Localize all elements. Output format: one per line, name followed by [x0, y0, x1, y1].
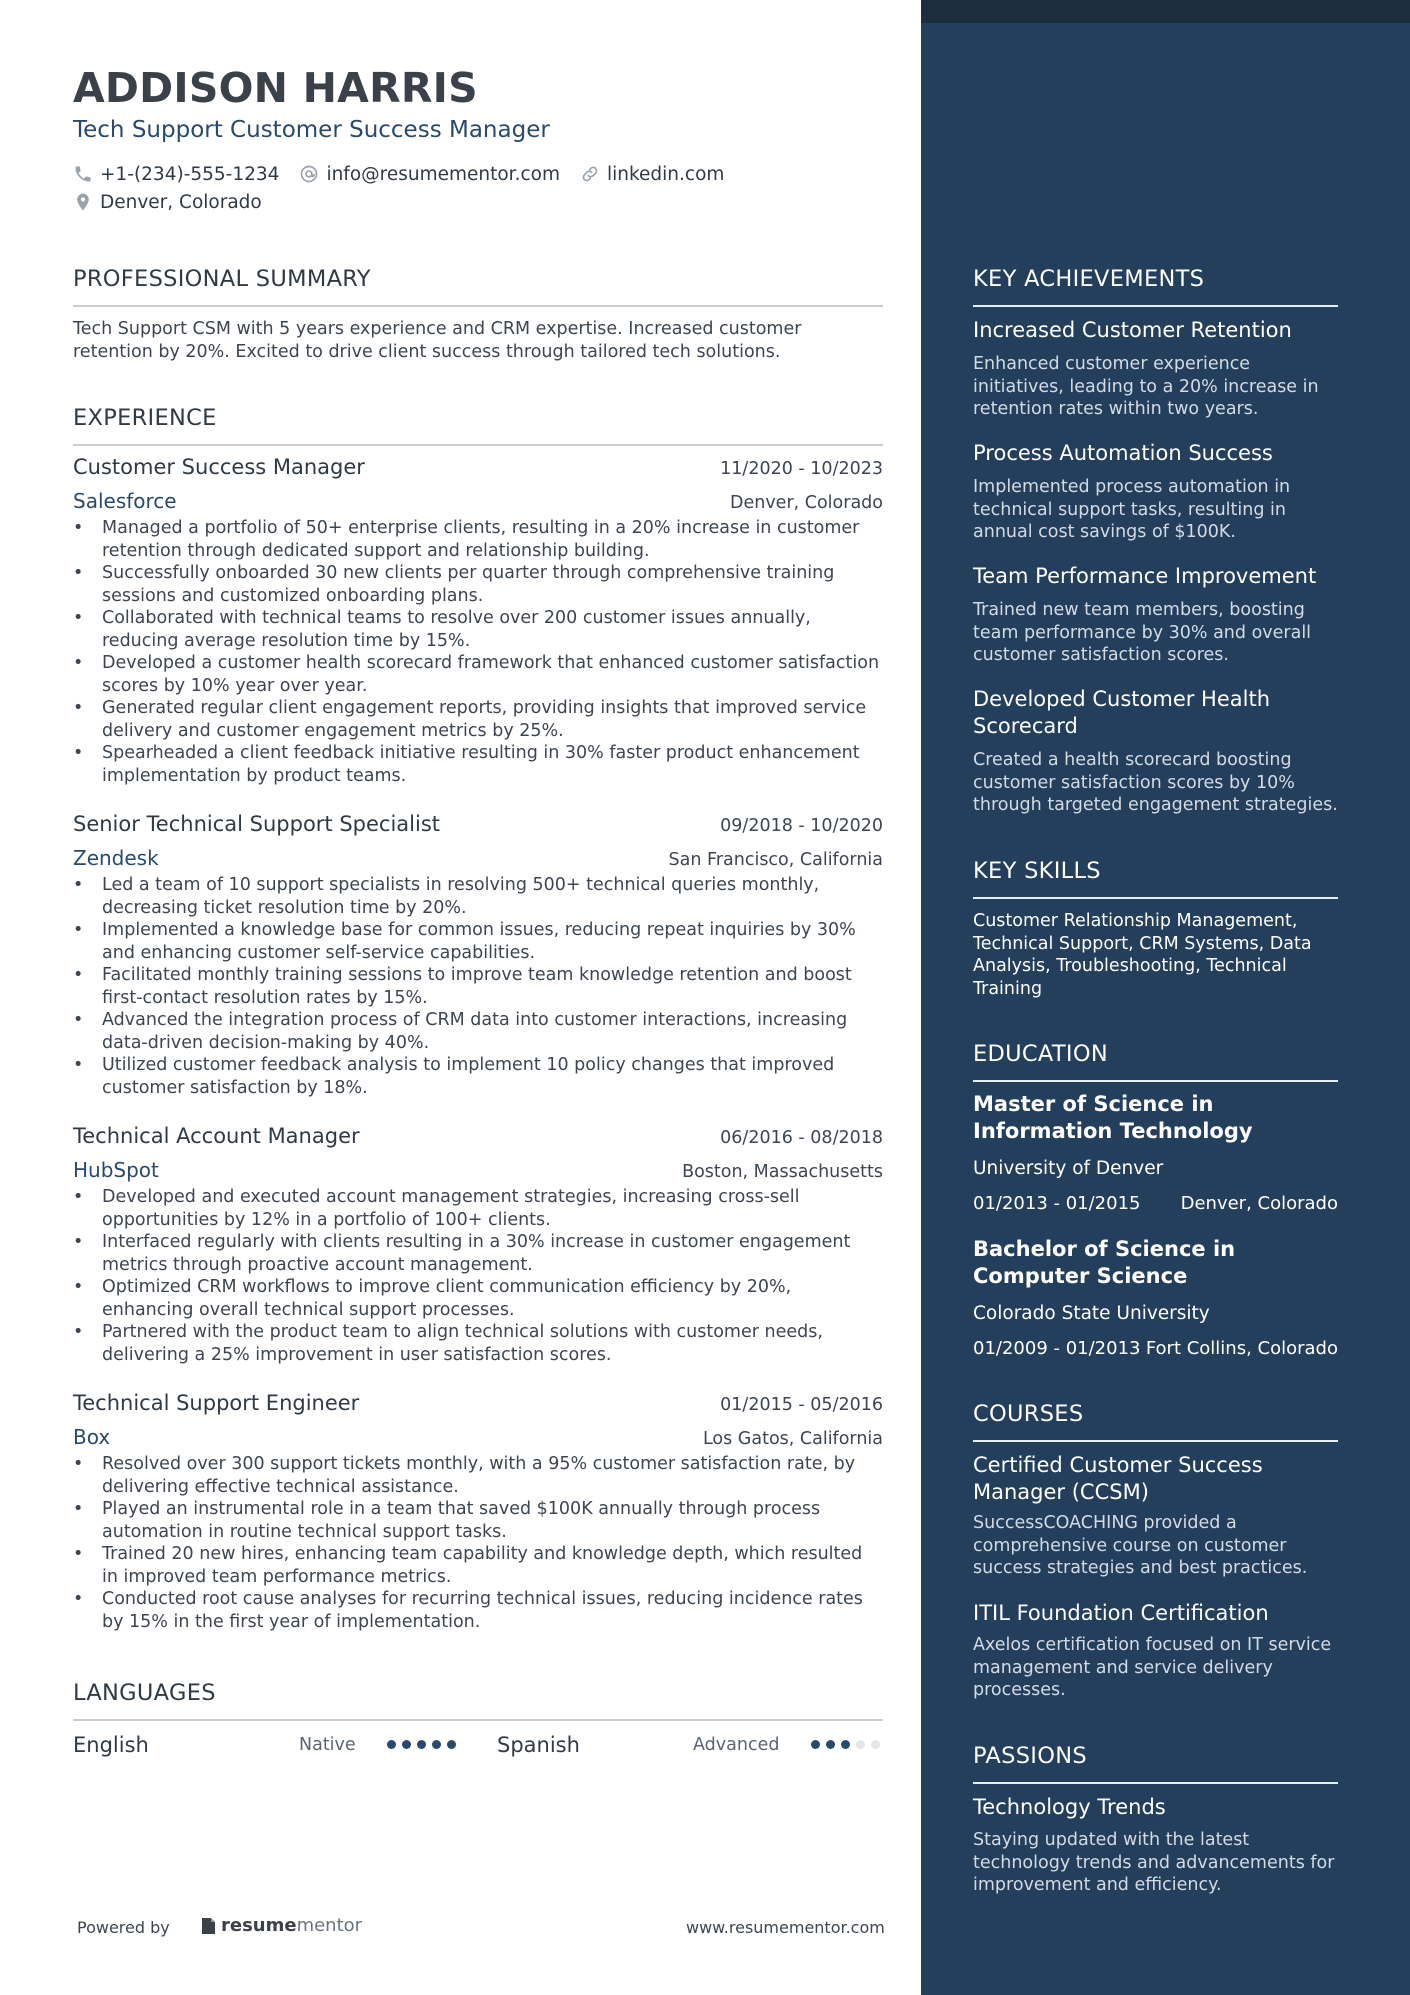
achievement-title: Process Automation Success	[973, 441, 1273, 465]
location-pin-icon	[73, 192, 93, 212]
brand-name-light: mentor	[296, 1915, 363, 1936]
passion-title: Technology Trends	[973, 1795, 1166, 1819]
job-company: Salesforce	[73, 489, 177, 513]
job-location: Denver, Colorado	[729, 493, 883, 513]
achievement-desc: Implemented process automation in technical support tasks, resulting in annual cost savings of $100K.	[973, 477, 1291, 542]
job-dates: 11/2020 - 10/2023	[720, 459, 883, 479]
rating-dot-filled	[811, 1740, 820, 1749]
language-name: English	[73, 1733, 149, 1757]
passions-heading: PASSIONS	[973, 1743, 1087, 1769]
job-bullets	[73, 517, 883, 787]
bullet-item: • Successfully onboarded 30 new clients per quarter through comprehensive training sessions and customized onboarding plans.	[73, 562, 883, 607]
education-dates: 01/2013 - 01/2015	[973, 1193, 1141, 1214]
phone-icon	[73, 164, 93, 184]
candidate-headline: Tech Support Customer Success Manager	[73, 117, 550, 143]
skills-divider	[973, 897, 1338, 899]
bullet-item: • Trained 20 new hires, enhancing team capability and knowledge depth, which resulted in improved team performance metrics.	[73, 1543, 883, 1588]
bullet-item: • Collaborated with technical teams to resolve over 200 customer issues annually, reducing average resolution time by 15%.	[73, 607, 883, 652]
education-school: Colorado State University	[973, 1303, 1210, 1324]
sidebar-top-band	[921, 0, 1410, 23]
rating-dot-filled	[402, 1740, 411, 1749]
achievement-desc: Trained new team members, boosting team performance by 30% and overall customer satisfaction scores.	[973, 600, 1312, 665]
education-location: Denver, Colorado	[1180, 1193, 1338, 1214]
contact-info	[73, 160, 744, 216]
education-school: University of Denver	[973, 1158, 1164, 1179]
achievement-desc: Enhanced customer experience initiatives, leading to a 20% increase in retention rates within two years.	[973, 354, 1319, 419]
job-location: Los Gatos, California	[702, 1429, 883, 1449]
rating-dot-filled	[841, 1740, 850, 1749]
courses-heading: COURSES	[973, 1401, 1084, 1427]
bullet-item: • Generated regular client engagement reports, providing insights that improved service delivery and customer engagement metrics by 25%.	[73, 697, 883, 742]
courses-divider	[973, 1440, 1338, 1442]
resumementor-logo-icon	[199, 1916, 217, 1936]
passions-divider	[973, 1782, 1338, 1784]
language-rating	[387, 1740, 462, 1749]
job-company: Zendesk	[73, 846, 159, 870]
skills-text: Customer Relationship Management, Technical Support, CRM Systems, Data Analysis, Troubleshooting, Technical Training	[973, 911, 1312, 999]
language-entry	[73, 1730, 463, 1760]
education-degree: Bachelor of Science in Computer Science	[973, 1237, 1236, 1288]
job-title: Technical Support Engineer	[73, 1391, 360, 1415]
course-desc: Axelos certification focused on IT service management and service delivery processes.	[973, 1635, 1332, 1700]
job-dates: 06/2016 - 08/2018	[720, 1128, 883, 1148]
bullet-item: • Advanced the integration process of CRM data into customer interactions, increasing data-driven decision-making by 40%.	[73, 1009, 883, 1054]
language-name: Spanish	[497, 1733, 580, 1757]
brand-name-bold: resume	[221, 1915, 297, 1936]
summary-divider	[73, 305, 883, 307]
bullet-item: • Conducted root cause analyses for recurring technical issues, reducing incidence rates by 15% in the first year of implementation.	[73, 1588, 883, 1633]
location-text: Denver, Colorado	[100, 191, 262, 213]
language-entry	[497, 1730, 887, 1760]
bullet-item: • Interfaced regularly with clients resulting in a 30% increase in customer engagement metrics through proactive account management.	[73, 1231, 883, 1276]
bullet-item: • Developed and executed account management strategies, increasing cross-sell opportunities by 12% in a portfolio of 100+ clients.	[73, 1186, 883, 1231]
education-degree: Master of Science in Information Technology	[973, 1092, 1253, 1143]
powered-by-text: Powered by	[77, 1918, 170, 1937]
linkedin-text: linkedin.com	[606, 163, 725, 185]
achievements-heading: KEY ACHIEVEMENTS	[973, 266, 1205, 292]
education-heading: EDUCATION	[973, 1041, 1108, 1067]
resumementor-logo[interactable]	[199, 1915, 362, 1936]
job-bullets	[73, 1453, 883, 1633]
job-company: HubSpot	[73, 1158, 159, 1182]
email-text: info@resumementor.com	[326, 163, 560, 185]
summary-heading: PROFESSIONAL SUMMARY	[73, 266, 371, 292]
experience-heading: EXPERIENCE	[73, 405, 217, 431]
education-location: Fort Collins, Colorado	[1145, 1338, 1338, 1359]
bullet-item: • Resolved over 300 support tickets monthly, with a 95% customer satisfaction rate, by delivering effective technical assistance.	[73, 1453, 883, 1498]
job-entry	[73, 455, 883, 787]
skills-heading: KEY SKILLS	[973, 858, 1101, 884]
job-entry	[73, 1124, 883, 1366]
sidebar	[921, 0, 1410, 1995]
achievements-divider	[973, 305, 1338, 307]
job-bullets	[73, 1186, 883, 1366]
languages-heading: LANGUAGES	[73, 1680, 216, 1706]
rating-dot-filled	[447, 1740, 456, 1749]
contact-email[interactable]	[299, 164, 560, 185]
contact-location	[73, 192, 262, 213]
education-meta	[973, 1338, 1338, 1359]
phone-text: +1-(234)-555-1234	[100, 163, 280, 185]
summary-text: Tech Support CSM with 5 years experience and CRM expertise. Increased customer retention by 20%. Excited to drive client success through tailored tech solutions.	[73, 319, 802, 362]
bullet-item: • Partnered with the product team to align technical solutions with customer needs, delivering a 25% improvement in user satisfaction scores.	[73, 1321, 883, 1366]
bullet-item: • Facilitated monthly training sessions to improve team knowledge retention and boost first-contact resolution rates by 15%.	[73, 964, 883, 1009]
job-location: Boston, Massachusetts	[682, 1162, 883, 1182]
footer-url[interactable]: www.resumementor.com	[686, 1918, 885, 1937]
bullet-item: • Implemented a knowledge base for common issues, reducing repeat inquiries by 30% and enhancing customer self-service capabilities.	[73, 919, 883, 964]
education-dates: 01/2009 - 01/2013	[973, 1338, 1141, 1359]
job-title: Customer Success Manager	[73, 455, 365, 479]
contact-phone	[73, 164, 279, 185]
rating-dot-filled	[826, 1740, 835, 1749]
rating-dot-filled	[432, 1740, 441, 1749]
job-entry	[73, 812, 883, 1099]
job-bullets	[73, 874, 883, 1099]
rating-dot-empty	[856, 1740, 865, 1749]
language-level: Advanced	[693, 1735, 780, 1755]
achievement-title: Team Performance Improvement	[973, 564, 1317, 588]
bullet-item: • Managed a portfolio of 50+ enterprise clients, resulting in a 20% increase in customer retention through dedicated support and relationship building.	[73, 517, 883, 562]
education-meta	[973, 1193, 1338, 1214]
course-title: Certified Customer Success Manager (CCSM)	[973, 1453, 1263, 1504]
rating-dot-filled	[387, 1740, 396, 1749]
passion-desc: Staying updated with the latest technology trends and advancements for improvement and efficiency.	[973, 1830, 1335, 1895]
achievement-title: Developed Customer Health Scorecard	[973, 687, 1271, 738]
job-title: Senior Technical Support Specialist	[73, 812, 441, 836]
course-title: ITIL Foundation Certification	[973, 1601, 1269, 1625]
languages-divider	[73, 1719, 883, 1721]
course-desc: SuccessCOACHING provided a comprehensive course on customer success strategies and best practices.	[973, 1513, 1308, 1578]
bullet-item: • Utilized customer feedback analysis to implement 10 policy changes that improved customer satisfaction by 18%.	[73, 1054, 883, 1099]
candidate-name: ADDISON HARRIS	[73, 64, 478, 112]
bullet-item: • Played an instrumental role in a team that saved $100K annually through process automation in routine technical support tasks.	[73, 1498, 883, 1543]
link-icon	[580, 164, 600, 184]
bullet-item: • Optimized CRM workflows to improve client communication efficiency by 20%, enhancing overall technical support processes.	[73, 1276, 883, 1321]
achievement-desc: Created a health scorecard boosting customer satisfaction scores by 10% through targeted engagement strategies.	[973, 750, 1338, 815]
rating-dot-filled	[417, 1740, 426, 1749]
bullet-item: • Led a team of 10 support specialists in resolving 500+ technical queries monthly, decreasing ticket resolution time by 20%.	[73, 874, 883, 919]
bullet-item: • Spearheaded a client feedback initiative resulting in 30% faster product enhancement implementation by product teams.	[73, 742, 883, 787]
achievement-title: Increased Customer Retention	[973, 318, 1292, 342]
experience-divider	[73, 444, 883, 446]
education-divider	[973, 1080, 1338, 1082]
job-title: Technical Account Manager	[73, 1124, 360, 1148]
bullet-item: • Developed a customer health scorecard framework that enhanced customer satisfaction scores by 10% year over year.	[73, 652, 883, 697]
at-icon	[299, 164, 319, 184]
job-dates: 09/2018 - 10/2020	[720, 816, 883, 836]
language-level: Native	[299, 1735, 356, 1755]
job-dates: 01/2015 - 05/2016	[720, 1395, 883, 1415]
language-rating	[811, 1740, 886, 1749]
job-entry	[73, 1391, 883, 1633]
job-company: Box	[73, 1425, 111, 1449]
contact-linkedin[interactable]	[580, 164, 724, 185]
rating-dot-empty	[871, 1740, 880, 1749]
job-location: San Francisco, California	[668, 850, 883, 870]
